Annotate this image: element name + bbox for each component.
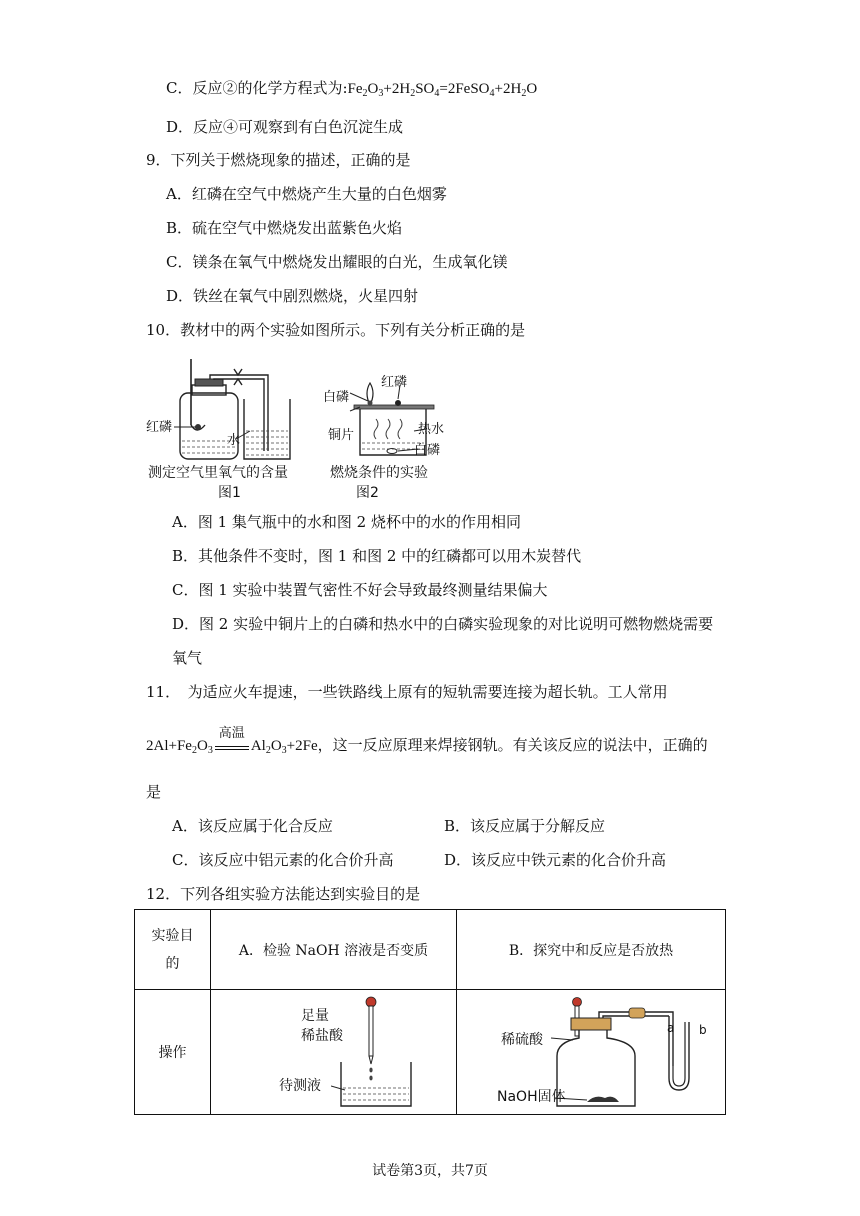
- q12-figB-label-dilute-h2so4: 稀硫酸: [501, 1032, 543, 1048]
- fig2-label-white-phosphorus-bottom: 白磷: [414, 443, 441, 458]
- q12-figure-b: [543, 994, 723, 1112]
- q11-option-c: C．该反应中铝元素的化合价升高: [172, 851, 394, 869]
- q9-option-d: D．铁丝在氧气中剧烈燃烧，火星四射: [166, 287, 419, 305]
- q12-figB-label-b: b: [699, 1023, 707, 1037]
- q12-row-label-purpose-line1: 实验目: [151, 927, 194, 944]
- fig2-label-copper: 铜片: [328, 428, 355, 443]
- q10-option-c: C．图 1 实验中装置气密性不好会导致最终测量结果偏大: [172, 581, 548, 599]
- q8-option-c-formula: $Fe_2O_3+2H_2SO_4=2FeSO_4+2H_2O$: [347, 81, 538, 99]
- q9-stem: 9．下列关于燃烧现象的描述，正确的是: [146, 151, 411, 169]
- q12-stem: 12．下列各组实验方法能达到实验目的是: [146, 885, 421, 903]
- q9-option-a: A．红磷在空气中燃烧产生大量的白色烟雾: [166, 185, 447, 203]
- q12-cell-b-operation: [457, 990, 726, 1115]
- fig1-number: 图1: [218, 485, 241, 501]
- q12-figB-label-naoh-solid: NaOH固体: [497, 1089, 566, 1105]
- page-footer: 试卷第3页，共7页: [372, 1163, 488, 1179]
- q11-reaction-arrow: [215, 725, 249, 750]
- q12-figure-a: [331, 994, 431, 1112]
- q12-row-label-purpose-line2: 的: [165, 955, 180, 972]
- q11-option-a: A．该反应属于化合反应: [172, 817, 333, 835]
- fig1-caption: 测定空气里氧气的含量: [148, 465, 288, 481]
- q11-stem-line2-suffix: ，这一反应原理来焊接钢轨。有关该反应的说法中，正确的: [317, 736, 708, 754]
- q11-reaction-formula: $2Al+Fe_2O_3$ 高温 $Al_2O_3+2Fe$: [146, 725, 318, 756]
- q12-table: [134, 909, 726, 1115]
- q11-option-b: B．该反应属于分解反应: [444, 817, 606, 835]
- q11-reaction-condition: 高温: [218, 725, 245, 740]
- q12-cell-a-operation: [211, 990, 457, 1115]
- q12-figA-label-dilute-hcl: 稀盐酸: [301, 1028, 343, 1044]
- q10-stem: 10．教材中的两个实验如图所示。下列有关分析正确的是: [146, 321, 526, 339]
- q10-option-a: A．图 1 集气瓶中的水和图 2 烧杯中的水的作用相同: [172, 513, 521, 531]
- q11-stem-line3: 是: [146, 783, 162, 801]
- q10-option-b: B．其他条件不变时，图 1 和图 2 中的红磷都可以用木炭替代: [172, 547, 582, 565]
- q11-stem-line2: [146, 725, 708, 761]
- q8-option-c-prefix: C．反应②的化学方程式为:: [166, 79, 348, 97]
- q12-row-label-purpose: [135, 910, 211, 990]
- fig2-caption: 燃烧条件的实验: [330, 465, 428, 481]
- q12-row-label-operation: 操作: [135, 990, 211, 1115]
- fig2-label-red-phosphorus: 红磷: [381, 375, 408, 390]
- q12-figB-label-a: a: [667, 1021, 675, 1035]
- q12-cell-b-purpose: B．探究中和反应是否放热: [457, 910, 726, 990]
- q12-cell-a-purpose: A．检验 NaOH 溶液是否变质: [211, 910, 457, 990]
- fig2-label-hot-water: 热水: [418, 422, 445, 437]
- fig1-label-water: 水: [227, 433, 241, 448]
- fig2-number: 图2: [356, 485, 379, 501]
- q10-option-d-continued: 氧气: [172, 649, 203, 667]
- q11-option-d: D．该反应中铁元素的化合价升高: [444, 851, 667, 869]
- fig1-label-red-phosphorus: 红磷: [146, 420, 173, 435]
- q12-figA-label-test-solution: 待测液: [279, 1078, 321, 1094]
- q12-figA-label-sufficient: 足量: [301, 1008, 329, 1024]
- q9-option-b: B．硫在空气中燃烧发出蓝紫色火焰: [166, 219, 403, 237]
- q8-option-c: [166, 78, 537, 104]
- q9-option-c: C．镁条在氧气中燃烧发出耀眼的白光，生成氧化镁: [166, 253, 508, 271]
- fig2-label-white-phosphorus-top: 白磷: [323, 390, 350, 405]
- q10-option-d: D．图 2 实验中铜片上的白磷和热水中的白磷实验现象的对比说明可燃物燃烧需要: [172, 615, 714, 633]
- q8-option-d: D．反应④可观察到有白色沉淀生成: [166, 118, 404, 136]
- q11-stem-line1: 11． 为适应火车提速，一些铁路线上原有的短轨需要连接为超长轨。工人常用: [146, 683, 668, 701]
